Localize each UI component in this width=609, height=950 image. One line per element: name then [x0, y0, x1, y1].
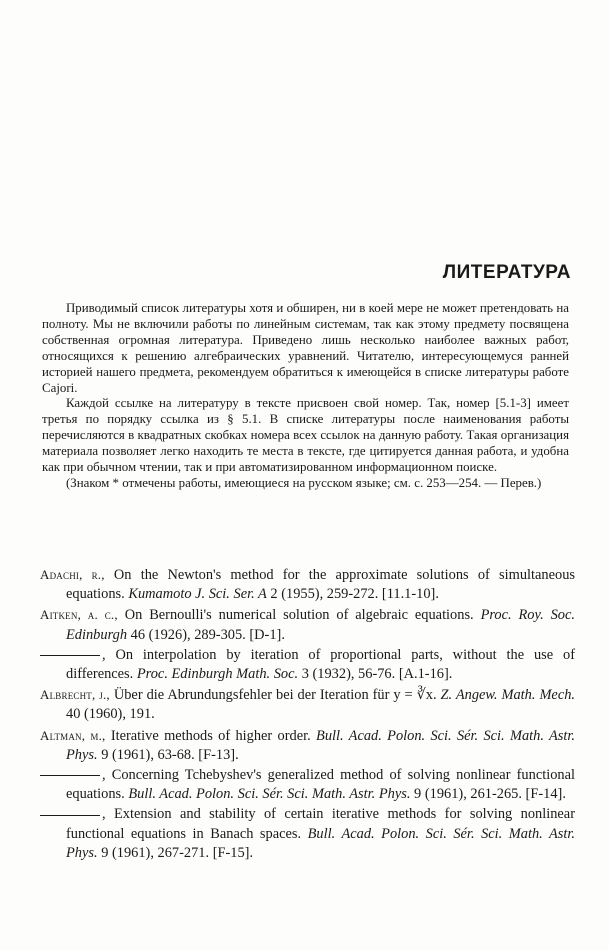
intro-paragraph: Каждой ссылке на литературу в тексте присвоен свой номер. Так, номер [5.1-3] имеет третья по порядку ссылка из § 5.1. В списке литературы после наименования работы перечисляются в квадратных скобках номера всех ссылок на данную работу. Такая организация материала позволяет легко находить те места в тексте, где цитируется данная работа, и удобна как при обычном чтении, так и при автоматизированном информационном поиске.	[42, 396, 569, 475]
reference-details: 9 (1961), 261-265. [F-14].	[414, 786, 566, 803]
repeat-author-dash	[40, 655, 100, 656]
reference-title: On Bernoulli's numerical solution of algebraic equations.	[124, 607, 474, 624]
reference-entry	[40, 805, 575, 863]
reference-author: Albrecht, j.,	[40, 687, 110, 703]
intro-paragraph: Приводимый список литературы хотя и обширен, ни в коей мере не может претендовать на полноту. Мы не включили работы по линейным системам, так как этому предмету посвящена собственная огромная литература. Приведено лишь несколько наиболее важных работ, относящихся к решению алгебраических уравнений. Читателю, интересующемуся ранней историей нашего предмета, рекомендуем обратиться к имеющейся в списке литературы работе Cajori.	[42, 301, 569, 395]
reference-source: Proc. Edinburgh Math. Soc.	[136, 666, 299, 683]
reference-title: On the Newton's method for the approximate solutions of simultaneous equations.	[66, 567, 575, 603]
reference-details: 2 (1955), 259-272. [11.1-10].	[270, 586, 439, 603]
intro-text	[42, 301, 569, 492]
reference-entry	[40, 766, 575, 804]
reference-title: , On interpolation by iteration of proportional parts, without the use of differences.	[66, 646, 575, 683]
reference-source: Bull. Acad. Polon. Sci. Sér. Sci. Math. Astr. Phys.	[66, 727, 575, 763]
reference-entry	[40, 605, 575, 644]
reference-author: Aitken, a. c.,	[40, 607, 118, 623]
reference-author: Adachi, r.,	[40, 567, 105, 582]
intro-paragraph: (Знаком * отмечены работы, имеющиеся на русском языке; см. с. 253—254. — Перев.)	[66, 475, 542, 490]
reference-details: 46 (1926), 289-305. [D-1].	[130, 626, 285, 643]
reference-details: 3 (1932), 56-76. [A.1-16].	[301, 666, 453, 683]
reference-details: 9 (1961), 63-68. [F-13].	[101, 746, 239, 763]
reference-title: , Extension and stability of certain iterative methods for solving nonlinear functional equations in Banach spaces.	[66, 806, 575, 842]
reference-title: Über die Abrundungsfehler bei der Iteration für y = ∛x.	[113, 687, 437, 704]
reference-title: , Concerning Tchebyshev's generalized method of solving nonlinear functional equations.	[66, 767, 575, 803]
reference-source: Z. Angew. Math. Mech.	[440, 687, 575, 704]
reference-title: Iterative methods of higher order.	[110, 727, 311, 744]
section-heading: ЛИТЕРАТУРА	[442, 262, 571, 283]
reference-list	[40, 565, 575, 863]
reference-entry	[40, 726, 575, 765]
reference-source: Kumamoto J. Sci. Ser. A	[128, 586, 267, 603]
reference-entry	[40, 565, 575, 604]
reference-details: 9 (1961), 267-271. [F-15].	[101, 844, 254, 861]
reference-details: 40 (1960), 191.	[66, 706, 155, 723]
reference-entry	[40, 646, 575, 684]
reference-source: Bull. Acad. Polon. Sci. Sér. Sci. Math. Astr. Phys.	[128, 786, 411, 803]
repeat-author-dash	[40, 775, 100, 776]
reference-author: Altman, m.,	[40, 727, 106, 743]
reference-source: Bull. Acad. Polon. Sci. Sér. Sci. Math. Astr. Phys.	[66, 825, 575, 861]
repeat-author-dash	[40, 815, 100, 816]
reference-entry	[40, 685, 575, 724]
reference-source: Proc. Roy. Soc. Edinburgh	[66, 607, 575, 643]
